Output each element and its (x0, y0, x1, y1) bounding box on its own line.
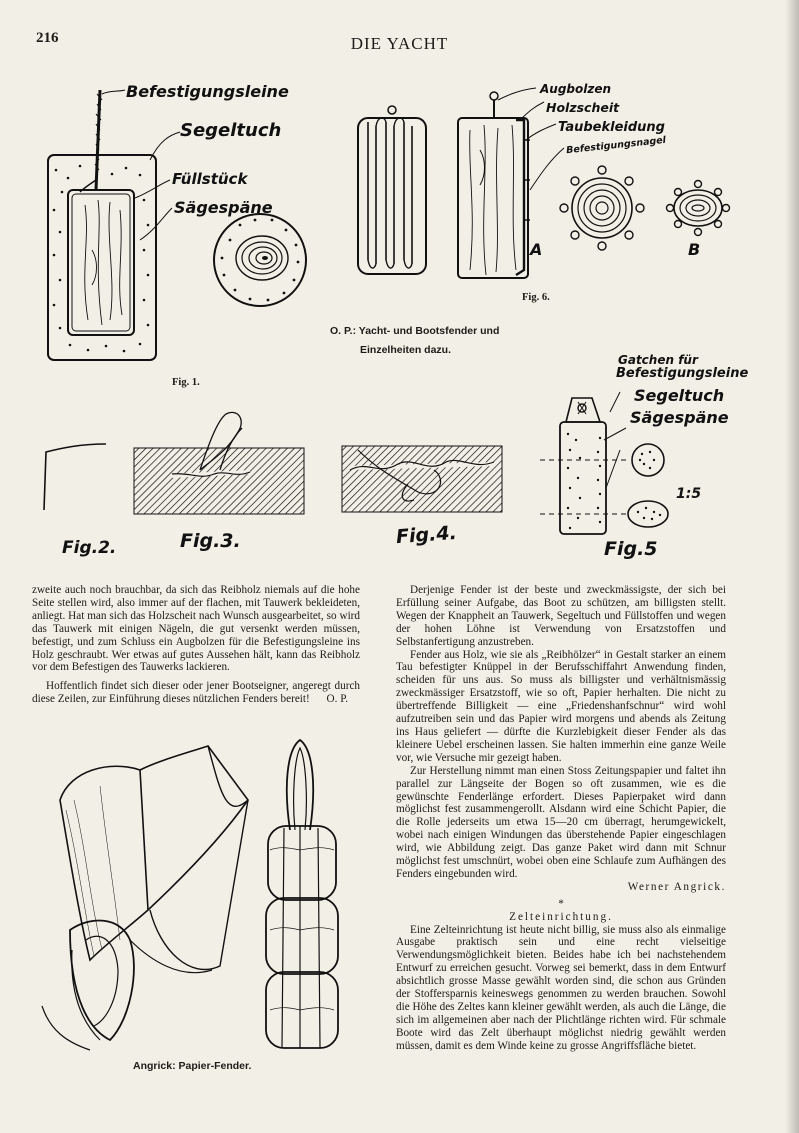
fig5-caption: Fig.5 (604, 538, 658, 560)
section-heading: Zelteinrichtung. (509, 910, 613, 923)
fig6-mark-b: B (688, 240, 701, 259)
right-paragraph-4: Eine Zelteinrichtung ist heute nicht billig, sie muss also als einmalige Ausgabe praktisch sein und eine recht vielseitige Verwendungsmöglichkeit bieten. Beides habe ich bei nachstehendem Entwurf zu erreichen gesucht. Vorweg sei bemerkt, dass in dem Entwurf absichtlich grosse Masse gewählt worden sind, die schon aus Gründen der Stoffersparnis keineswegs genommen zu werden brauchen. Sowohl die Höhe des Zeltes kann kleiner gewählt werden, als auch die Länge, die sich im allgemeinen aber nach der Plichtlänge richten wird. Für schmale Boote wird das Zelt überhaupt möglichst niedrig gewählt werden müssen, damit es dem Winde keine zu grosse Angriffsfläche bietet. (396, 923, 726, 1052)
left-paragraph-1: zweite auch noch brauchbar, da sich das Reibholz niemals auf die hohe Seite stellen wird, also immer auf der flachen, mit Tauwerk bekleideten, anliegt. Hat man sich das Holzscheit nach Wunsch ausgearbeitet, so wird das Tauwerk mit einigen Nägeln, die gut versenkt werden müssen, befestigt, und zum Schluss ein Augbolzen für die Befestigungsleine ins Holz geschraubt. Wer etwas auf gutes Aussehen hält, kann das Reibholz vor dem Befestigen des Tauwerks lackieren. (32, 584, 360, 674)
left-paragraph-2 (32, 680, 360, 706)
fig1-label-filler: Füllstück (172, 170, 248, 188)
op-caption-line2: Einzelheiten dazu. (360, 344, 452, 356)
fig2-drawing (40, 440, 120, 520)
fig2-caption: Fig.2. (62, 538, 117, 558)
left-paragraph-2-text: Hoffentlich findet sich dieser oder jener Bootseigner, angeregt durch diese Zeilen, zur Einführung dieses nützlichen Fenders bereit! (32, 680, 360, 706)
right-paragraph-2: Fender aus Holz, wie sie als „Reibhölzer“ in Gestalt starker an einem Tau befestigter Knüppel in der Berufsschiffahrt Anwendung finden, scheiden für uns aus. So muss als billigster und verhältnismässig zweckmässiger Ersatzstoff, wie so oft, Papier herhalten. Die nicht zu übertreffende Billigkeit — eine „Friedenshanfschnur“ wird wohl aufzutreiben sein und das Papier wird morgens und abends als Zeitung ins Haus geliefert — dürfte die Kurzlebigkeit dieser Fender als das kleinere Uebel erscheinen lassen. Sie halten immerhin eine ganze Weile vor, wie Versuche mir gezeigt haben. (396, 648, 726, 764)
fig5-label-rope: Befestigungsleine (616, 366, 749, 381)
fig3-drawing (130, 400, 310, 520)
fig6-label-rope-cover: Taubekleidung (558, 120, 665, 135)
fig6-label-log: Holzscheit (546, 100, 620, 115)
op-caption-line1: O. P.: Yacht- und Bootsfender und (330, 325, 500, 337)
page-fold-shadow (785, 0, 799, 1133)
author-signature: Werner Angrick. (627, 880, 726, 893)
fig5-label-sawdust: Sägespäne (630, 408, 729, 427)
paper-fender-drawing (30, 730, 360, 1060)
fig6-caption: Fig. 6. (522, 292, 550, 303)
fig4-drawing (338, 440, 508, 520)
right-paragraph-1: Derjenige Fender ist der beste und zweckmässigste, der sich bei Erfüllung seiner Aufgabe, das Boot zu schützen, am billigsten stellt. Wegen der Knappheit an Tauwerk, Segeltuch und Füllstoffen und wegen der hohen Löhne ist Verwendung von Ersatzstoffen und Selbstanfertigung anzustreben. (396, 584, 726, 648)
fig6-drawing (340, 80, 740, 300)
right-paragraph-3: Zur Herstellung nimmt man einen Stoss Zeitungspapier und faltet ihn parallel zur Längseite der Bogen so oft zusammen, wie es die gewünschte Fenderlänge erfordert. Dieses Papierpaket wird dann möglichst fest zusammengerollt. Alsdann wird eine Schicht Papier, die die Rolle jederseits um etwa 15—20 cm überragt, herumgewickelt, wobei nach einigen Windungen das überstehende Papier eingeschlagen wird, wie Abbildung zeigt. Das ganze Paket wird dann mit Schnur möglichst fest umschnürt, wobei oben eine Schlaufe zum Aufhängen des Fenders eingebunden wird. (396, 764, 726, 880)
fig1-label-rope: Befestigungsleine (126, 82, 289, 101)
fig6-label-nail: Befestigungsnagel (565, 134, 667, 157)
running-title: DIE YACHT (350, 34, 449, 53)
section-separator: * (558, 897, 564, 910)
right-text-column (396, 584, 726, 1053)
left-text-column (32, 584, 360, 706)
fig4-caption: Fig.4. (395, 521, 458, 549)
fig5-ratio: 1:5 (676, 486, 702, 502)
fig6-mark-a: A (530, 240, 543, 259)
fig1-label-sawdust: Sägespäne (174, 198, 273, 217)
fig6-label-eyebolt: Augbolzen (540, 82, 612, 96)
left-paragraph-2-sign: O. P. (326, 693, 348, 706)
fig5-label-grommet: Gatchen für (618, 353, 698, 367)
fig1-caption: Fig. 1. (172, 377, 200, 388)
paper-fender-caption: Angrick: Papier-Fender. (133, 1060, 252, 1072)
page-number: 216 (36, 30, 59, 46)
fig5-label-canvas: Segeltuch (634, 386, 725, 405)
fig1-label-canvas: Segeltuch (180, 120, 282, 141)
fig3-caption: Fig.3. (180, 530, 241, 552)
